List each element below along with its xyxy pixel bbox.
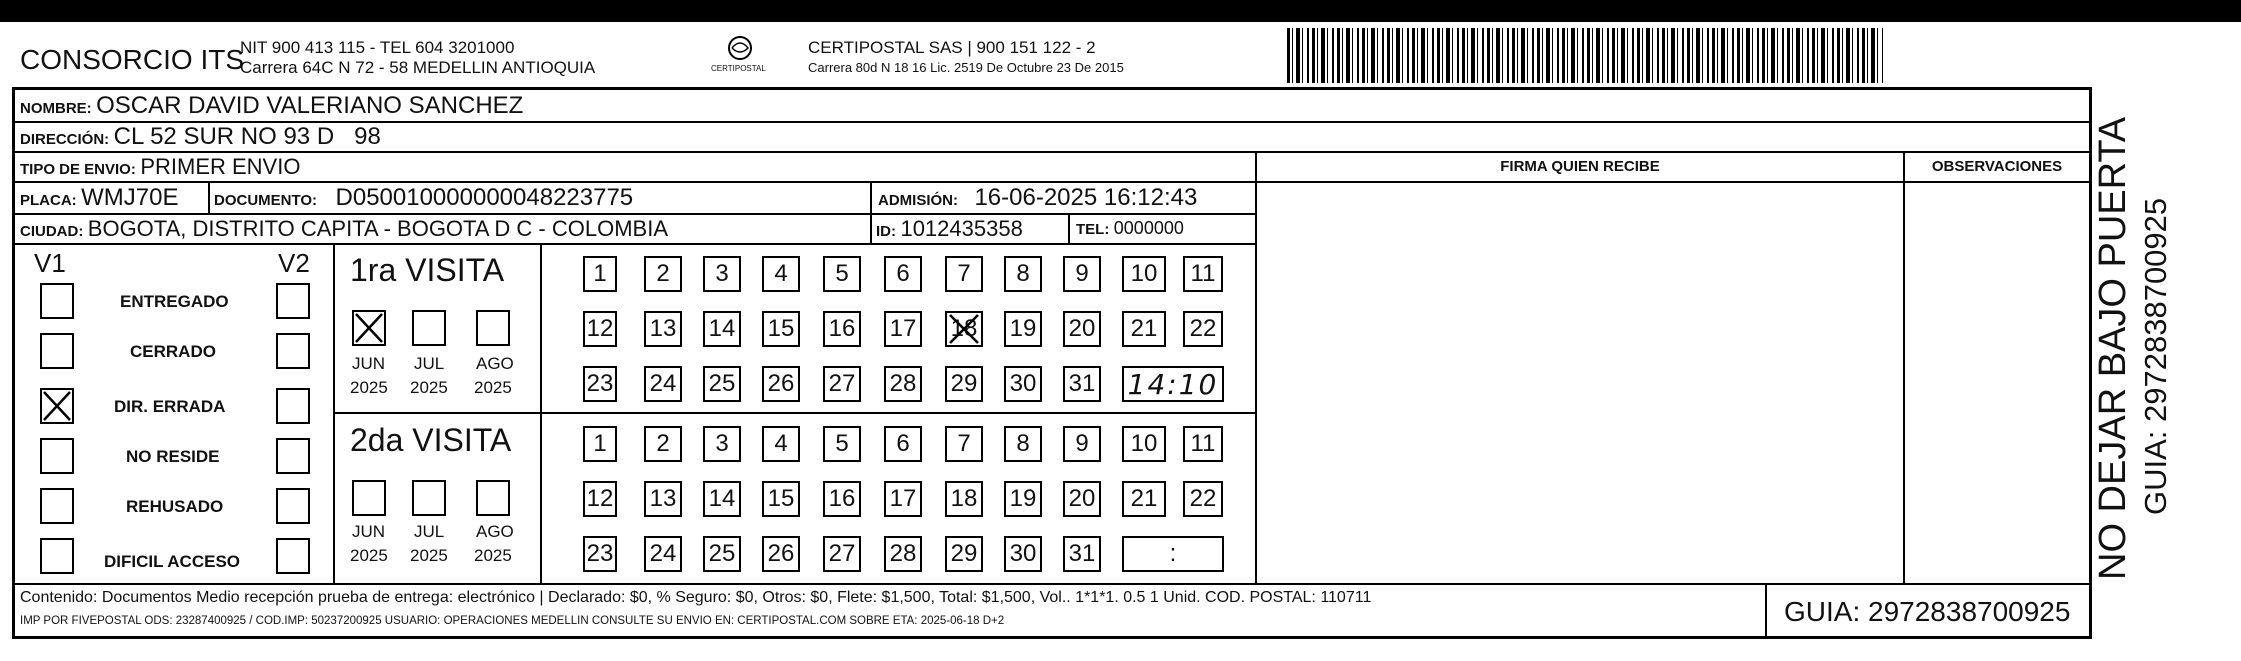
col-headers-bottom <box>1255 181 2091 183</box>
placa-sep <box>208 181 210 213</box>
certipostal-logo-text: CERTIPOSTAL <box>711 64 766 73</box>
first-visit-day-15[interactable]: 15 <box>762 311 800 347</box>
second-visit-day-15[interactable]: 15 <box>762 481 800 517</box>
status-v1-cerrado-checkbox[interactable] <box>40 333 74 369</box>
first-visit-day-16[interactable]: 16 <box>823 311 861 347</box>
checkmark-x-icon <box>945 311 983 347</box>
certipostal-address: Carrera 80d N 18 16 Lic. 2519 De Octubre 23 De 2015 <box>808 60 1124 75</box>
status-v1-dir-errada-checkbox[interactable] <box>40 388 74 424</box>
first-visit-month-ago: AGO <box>476 354 514 373</box>
first-visit-day-24[interactable]: 24 <box>644 366 682 402</box>
first-visit-day-11[interactable]: 11 <box>1183 256 1223 292</box>
second-visit-day-17[interactable]: 17 <box>884 481 922 517</box>
footer-guia: GUIA: 2972838700925 <box>1784 596 2071 627</box>
v2-label: V2 <box>278 248 310 278</box>
second-visit-day-11[interactable]: 11 <box>1183 426 1223 462</box>
second-visit-title: 2da VISITA <box>350 422 512 458</box>
status-v1-dificil-acceso-checkbox[interactable] <box>40 538 74 574</box>
second-visit-day-29[interactable]: 29 <box>945 536 983 572</box>
visit-mid-sep <box>333 412 1255 414</box>
second-visit-month-ago: AGO <box>476 522 514 541</box>
first-visit-day-18[interactable]: 18 <box>945 311 983 347</box>
status-v2-dir-errada-checkbox[interactable] <box>276 388 310 424</box>
footer-top <box>12 583 2091 585</box>
second-visit-day-7[interactable]: 7 <box>945 426 983 462</box>
company-nit-tel: NIT 900 413 115 - TEL 604 3201000 <box>240 38 515 57</box>
tipo-value: PRIMER ENVIO <box>140 154 301 179</box>
status-v2-entregado-checkbox[interactable] <box>276 283 310 319</box>
ciudad-value: BOGOTA, DISTRITO CAPITA - BOGOTA D C - COLOMBIA <box>87 216 668 241</box>
status-v2-no-reside-checkbox[interactable] <box>276 438 310 474</box>
first-visit-time-box[interactable] <box>1122 366 1224 402</box>
second-visit-day-3[interactable]: 3 <box>703 426 741 462</box>
documento-value: D050010000000048223775 <box>335 184 634 211</box>
first-visit-day-2[interactable]: 2 <box>644 256 682 292</box>
company-name: CONSORCIO ITS <box>20 44 245 75</box>
side-guia: GUIA: 2972838700925 <box>2138 197 2173 515</box>
first-visit-year-ago: 2025 <box>474 378 512 397</box>
row-sep-3 <box>12 181 1255 183</box>
second-visit-day-20[interactable]: 20 <box>1063 481 1101 517</box>
certipostal-logo <box>705 34 775 78</box>
row-sep-5 <box>12 243 1255 245</box>
second-visit-year-jul: 2025 <box>410 546 448 565</box>
firma-header: FIRMA QUIEN RECIBE <box>1500 158 1660 175</box>
second-visit-day-9[interactable]: 9 <box>1063 426 1101 462</box>
id-row <box>876 216 1023 242</box>
second-visit-day-5[interactable]: 5 <box>823 426 861 462</box>
placa-label: PLACA: <box>20 192 77 209</box>
first-visit-day-29[interactable]: 29 <box>945 366 983 402</box>
second-visit-day-8[interactable]: 8 <box>1004 426 1042 462</box>
status-label-cerrado: CERRADO <box>130 342 216 361</box>
second-visit-month-jul: JUL <box>414 522 445 541</box>
second-visit-day-19[interactable]: 19 <box>1004 481 1042 517</box>
row-sep-2 <box>12 151 2091 153</box>
second-visit-day-21[interactable]: 21 <box>1122 481 1166 517</box>
tipo-label: TIPO DE ENVIO: <box>20 161 136 178</box>
first-visit-day-4[interactable]: 4 <box>762 256 800 292</box>
first-visit-day-22[interactable]: 22 <box>1183 311 1223 347</box>
tel-label: TEL: <box>1076 221 1110 238</box>
first-visit-jun-checkbox[interactable] <box>352 310 386 346</box>
first-visit-day-7[interactable]: 7 <box>945 256 983 292</box>
v1-label: V1 <box>34 248 66 278</box>
status-v1-entregado-checkbox[interactable] <box>40 283 74 319</box>
nombre-label: NOMBRE: <box>20 100 92 117</box>
second-visit-day-25[interactable]: 25 <box>703 536 741 572</box>
status-v2-cerrado-checkbox[interactable] <box>276 333 310 369</box>
first-visit-day-12[interactable]: 12 <box>583 311 617 347</box>
status-v2-rehusado-checkbox[interactable] <box>276 488 310 524</box>
first-visit-day-10[interactable]: 10 <box>1122 256 1166 292</box>
tipo-row <box>20 154 300 180</box>
second-visit-day-23[interactable]: 23 <box>583 536 617 572</box>
first-visit-day-13[interactable]: 13 <box>644 311 682 347</box>
id-value: 1012435358 <box>900 216 1023 241</box>
second-visit-day-28[interactable]: 28 <box>884 536 922 572</box>
first-visit-day-20[interactable]: 20 <box>1063 311 1101 347</box>
admision-row <box>878 184 1197 212</box>
first-visit-day-28[interactable]: 28 <box>884 366 922 402</box>
second-visit-day-16[interactable]: 16 <box>823 481 861 517</box>
first-visit-day-26[interactable]: 26 <box>762 366 800 402</box>
placa-row <box>20 184 178 212</box>
first-visit-day-9[interactable]: 9 <box>1063 256 1101 292</box>
second-visit-day-26[interactable]: 26 <box>762 536 800 572</box>
footer-imp: IMP POR FIVEPOSTAL ODS: 23287400925 / COD.IMP: 50237200925 USUARIO: OPERACIONES MEDELLIN CONSULTE SU ENVIO EN: CERTIPOSTAL.COM SOBRE ETA: 2025-06-18 D+2 <box>20 615 1005 627</box>
second-visit-time: : <box>1169 540 1177 567</box>
direccion-value: CL 52 SUR NO 93 D 98 <box>113 123 381 150</box>
top-band <box>0 0 2241 22</box>
first-visit-day-17[interactable]: 17 <box>884 311 922 347</box>
first-visit-day-6[interactable]: 6 <box>884 256 922 292</box>
admision-value: 16-06-2025 16:12:43 <box>974 184 1198 211</box>
first-visit-year-jun: 2025 <box>350 378 388 397</box>
certipostal-name: CERTIPOSTAL SAS | 900 151 122 - 2 <box>808 38 1096 57</box>
status-label-dir-errada: DIR. ERRADA <box>114 397 226 416</box>
first-visit-day-30[interactable]: 30 <box>1004 366 1042 402</box>
first-visit-day-5[interactable]: 5 <box>823 256 861 292</box>
first-visit-month-jul: JUL <box>414 354 445 373</box>
outer-left <box>12 87 15 639</box>
documento-row <box>214 184 633 212</box>
second-visit-day-2[interactable]: 2 <box>644 426 682 462</box>
ciudad-label: CIUDAD: <box>20 223 84 240</box>
first-visit-day-31[interactable]: 31 <box>1063 366 1101 402</box>
first-visit-ago-checkbox[interactable] <box>476 310 510 346</box>
nombre-row <box>20 92 523 120</box>
barcode <box>1287 28 1883 83</box>
first-visit-title: 1ra VISITA <box>350 252 505 288</box>
second-visit-year-ago: 2025 <box>474 546 512 565</box>
nombre-value: OSCAR DAVID VALERIANO SANCHEZ <box>96 92 524 119</box>
second-visit-day-24[interactable]: 24 <box>644 536 682 572</box>
second-visit-time-box[interactable] <box>1122 536 1224 572</box>
status-label-rehusado: REHUSADO <box>126 497 224 516</box>
second-visit-day-27[interactable]: 27 <box>823 536 861 572</box>
second-visit-day-22[interactable]: 22 <box>1183 481 1223 517</box>
first-visit-jul-checkbox[interactable] <box>412 310 446 346</box>
second-visit-ago-checkbox[interactable] <box>476 480 510 516</box>
footer-guia-sep <box>1765 583 1767 638</box>
obs-left-border <box>1903 151 1905 584</box>
first-visit-day-14[interactable]: 14 <box>703 311 741 347</box>
outer-bottom <box>12 636 2091 639</box>
status-label-dificil-acceso: DIFICIL ACCESO <box>104 552 241 571</box>
checkmark-x-icon <box>352 310 386 346</box>
second-visit-jul-checkbox[interactable] <box>412 480 446 516</box>
first-visit-day-21[interactable]: 21 <box>1122 311 1166 347</box>
ciudad-row <box>20 216 668 242</box>
first-visit-day-19[interactable]: 19 <box>1004 311 1042 347</box>
second-visit-day-10[interactable]: 10 <box>1122 426 1166 462</box>
first-visit-day-27[interactable]: 27 <box>823 366 861 402</box>
observaciones-header: OBSERVACIONES <box>1931 158 2063 175</box>
first-visit-day-23[interactable]: 23 <box>583 366 617 402</box>
company-address: Carrera 64C N 72 - 58 MEDELLIN ANTIOQUIA <box>240 58 596 77</box>
footer-contenido: Contenido: Documentos Medio recepción prueba de entrega: electrónico | Declarado: $0, % Seguro: $0, Otros: $0, Flete: $1,500, Total: $1,500, Vol.. 1*1*1. 0.5 1 Unid. COD. POSTAL: 110711 <box>20 589 1372 606</box>
first-visit-day-3[interactable]: 3 <box>703 256 741 292</box>
admision-sep <box>870 181 872 243</box>
second-visit-day-14[interactable]: 14 <box>703 481 741 517</box>
status-v1-no-reside-checkbox[interactable] <box>40 438 74 474</box>
status-v1-rehusado-checkbox[interactable] <box>40 488 74 524</box>
second-visit-day-30[interactable]: 30 <box>1004 536 1042 572</box>
direccion-row <box>20 123 381 151</box>
second-visit-month-jun: JUN <box>352 522 386 541</box>
second-visit-day-18[interactable]: 18 <box>945 481 983 517</box>
direccion-label: DIRECCIÓN: <box>20 131 110 148</box>
checkmark-x-icon <box>40 388 74 424</box>
second-visit-jun-checkbox[interactable] <box>352 480 386 516</box>
first-visit-day-8[interactable]: 8 <box>1004 256 1042 292</box>
id-label: ID: <box>876 223 896 240</box>
tel-sep <box>1068 213 1070 243</box>
tel-row <box>1076 218 1184 239</box>
second-visit-day-31[interactable]: 31 <box>1063 536 1101 572</box>
first-visit-month-jun: JUN <box>352 354 386 373</box>
status-v2-dificil-acceso-checkbox[interactable] <box>276 538 310 574</box>
first-visit-year-jul: 2025 <box>410 378 448 397</box>
outer-top <box>12 87 2091 90</box>
second-visit-day-1[interactable]: 1 <box>583 426 617 462</box>
first-visit-time: 14:10 <box>1127 367 1219 401</box>
second-visit-day-6[interactable]: 6 <box>884 426 922 462</box>
status-label-entregado: ENTREGADO <box>120 292 229 311</box>
placa-value: WMJ70E <box>81 184 179 211</box>
status-label-no-reside: NO RESIDE <box>126 447 220 466</box>
first-visit-day-1[interactable]: 1 <box>583 256 617 292</box>
documento-label: DOCUMENTO: <box>214 192 318 209</box>
tel-value: 0000000 <box>1113 218 1184 238</box>
admision-label: ADMISIÓN: <box>878 192 958 209</box>
first-visit-day-25[interactable]: 25 <box>703 366 741 402</box>
firma-left-border <box>1255 151 1257 584</box>
second-visit-day-12[interactable]: 12 <box>583 481 617 517</box>
second-visit-day-13[interactable]: 13 <box>644 481 682 517</box>
second-visit-year-jun: 2025 <box>350 546 388 565</box>
side-warning: NO DEJAR BAJO PUERTA <box>2092 116 2134 580</box>
second-visit-day-4[interactable]: 4 <box>762 426 800 462</box>
